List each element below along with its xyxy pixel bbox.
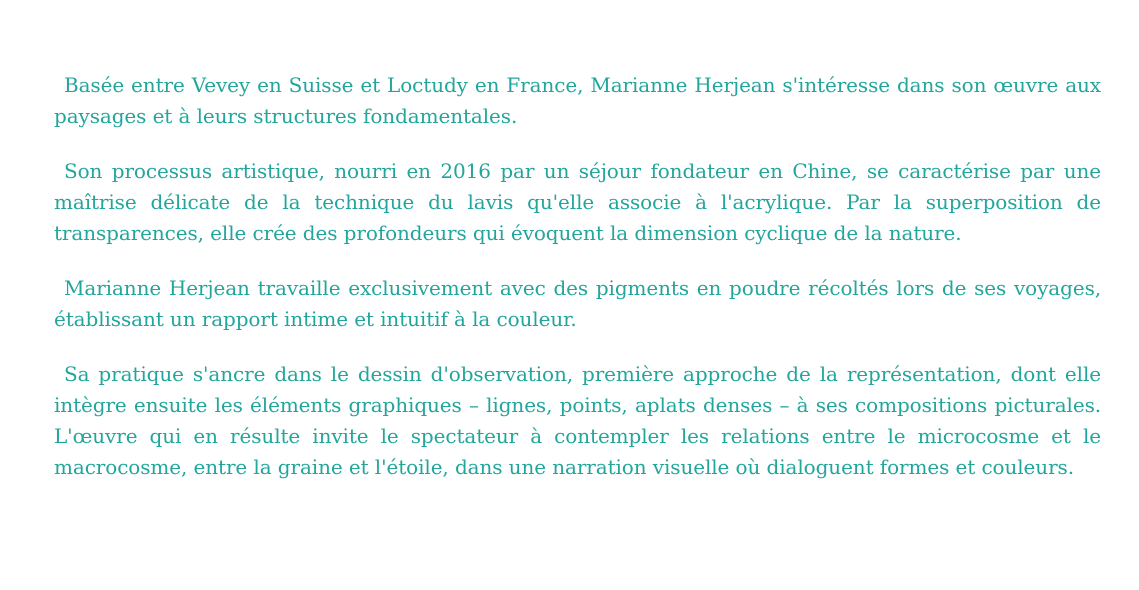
- biography-text: [54, 70, 1101, 483]
- bio-paragraph-process: Son processus artistique, nourri en 2016 par un séjour fondateur en Chine, se caractérise par une maîtrise délicate de la technique du lavis qu'elle associe à l'acrylique. Par la superposition de transparences, elle crée des profondeurs qui évoquent la dimension cyclique de la nature.: [54, 159, 1101, 245]
- bio-paragraph-pigments: Marianne Herjean travaille exclusivement avec des pigments en poudre récoltés lors de ses voyages, établissant un rapport intime et intuitif à la couleur.: [54, 276, 1101, 331]
- bio-paragraph-location: Basée entre Vevey en Suisse et Loctudy en France, Marianne Herjean s'intéresse dans son œuvre aux paysages et à leurs structures fondamentales.: [54, 73, 1101, 128]
- bio-paragraph-practice: Sa pratique s'ancre dans le dessin d'observation, première approche de la représentation, dont elle intègre ensuite les éléments graphiques – lignes, points, aplats denses – à ses compositions picturales. L'œuvre qui en résulte invite le spectateur à contempler les relations entre le microcosme et le macrocosme, entre la graine et l'étoile, dans une narration visuelle où dialoguent formes et couleurs.: [54, 362, 1101, 479]
